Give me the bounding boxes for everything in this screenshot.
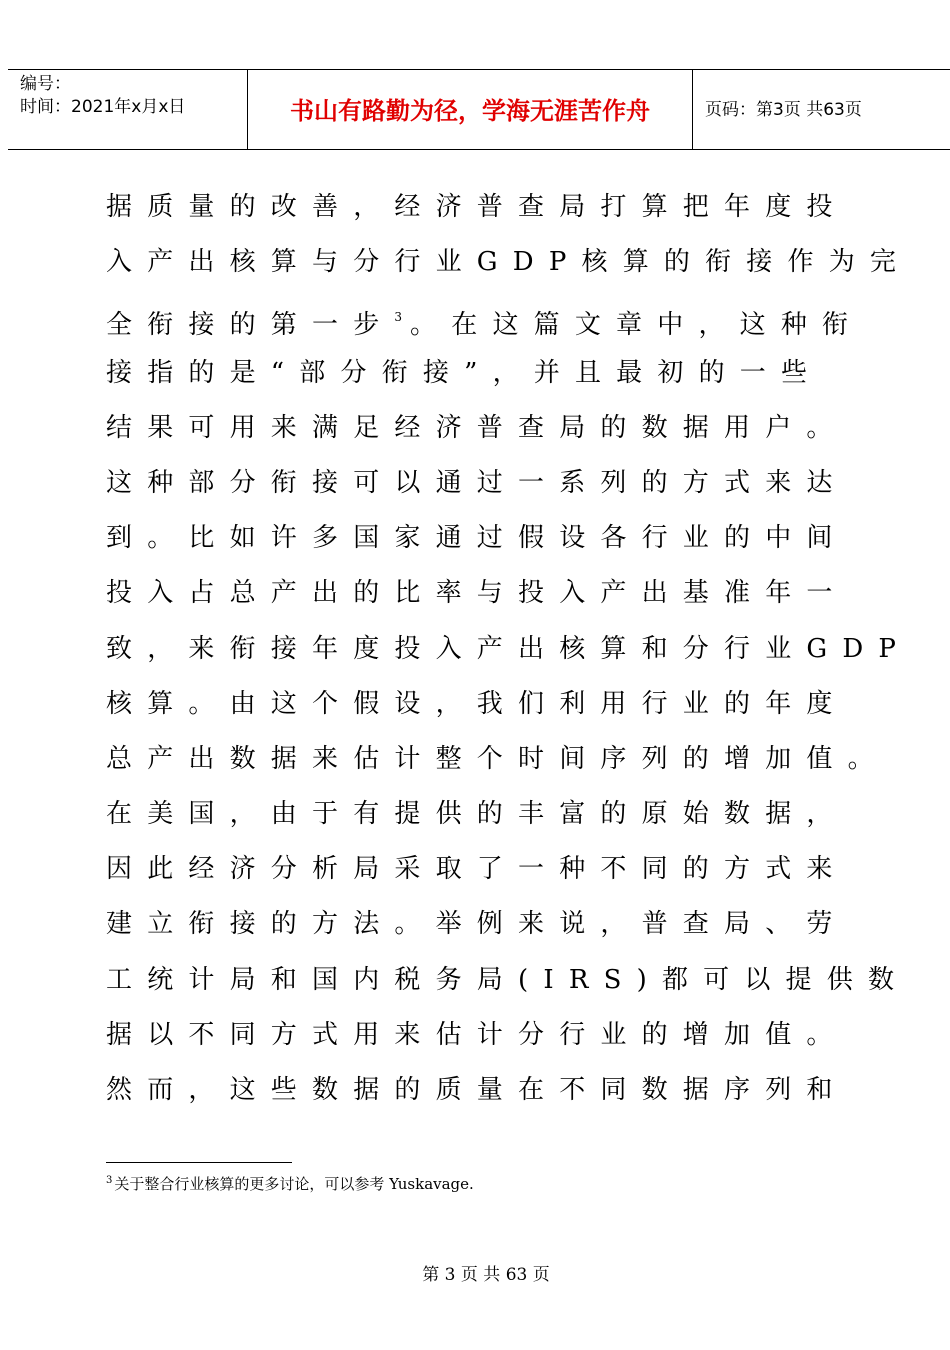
text-segment: 全衔接的第一步	[106, 310, 395, 341]
text-segment: 。在这篇文章中，这种衔	[410, 310, 864, 341]
header-left-cell	[8, 70, 248, 149]
page-footer: 第 3 页 共 63 页	[422, 1265, 550, 1285]
text-line: 建立衔接的方法。举例来说，普查局、劳	[106, 909, 848, 940]
text-line: 接指的是“部分衔接”，并且最初的一些	[106, 357, 823, 388]
text-line: 入产出核算与分行业GDP核算的衔接作为完	[106, 247, 912, 278]
header-page-info: 页码：第3页 共63页	[705, 100, 862, 120]
text-line: 然而，这些数据的质量在不同数据序列和	[106, 1075, 848, 1105]
text-line: 这种部分衔接可以通过一系列的方式来达	[106, 467, 848, 498]
footnote-text: 关于整合行业核算的更多讨论，可以参考 Yuskavage.	[114, 1175, 474, 1193]
footnote-separator	[106, 1162, 292, 1163]
text-line: 工统计局和国内税务局(IRS)都可以提供数	[106, 964, 910, 995]
text-line: 因此经济分析局采取了一种不同的方式来	[106, 854, 848, 885]
body-text	[106, 180, 912, 1118]
page-header	[8, 69, 950, 150]
text-line-with-footnote	[106, 290, 886, 345]
header-middle-cell	[248, 70, 693, 149]
text-line: 投入占总产出的比率与投入产出基准年一	[106, 578, 848, 609]
text-line: 核算。由这个假设，我们利用行业的年度	[106, 688, 848, 719]
text-line: 致，来衔接年度投入产出核算和分行业GDP	[106, 633, 912, 664]
footnote-number: 3	[106, 1175, 113, 1186]
header-right-cell	[693, 70, 950, 149]
text-line: 在美国，由于有提供的丰富的原始数据，	[106, 799, 848, 830]
text-line: 总产出数据来估计整个时间序列的增加值。	[106, 743, 889, 774]
text-line: 据以不同方式用来估计分行业的增加值。	[106, 1019, 848, 1050]
footnote	[106, 1170, 474, 1195]
text-line: 据质量的改善，经济普查局打算把年度投	[106, 192, 848, 222]
text-line: 结果可用来满足经济普查局的数据用户。	[106, 412, 848, 443]
document-number-label: 编号：	[20, 74, 71, 94]
footnote-reference[interactable]: 3	[394, 310, 403, 325]
header-motto: 书山有路勤为径，学海无涯苦作舟	[290, 97, 650, 125]
text-line: 到。比如许多国家通过假设各行业的中间	[106, 523, 848, 554]
document-date: 时间：2021年x月x日	[20, 97, 186, 117]
